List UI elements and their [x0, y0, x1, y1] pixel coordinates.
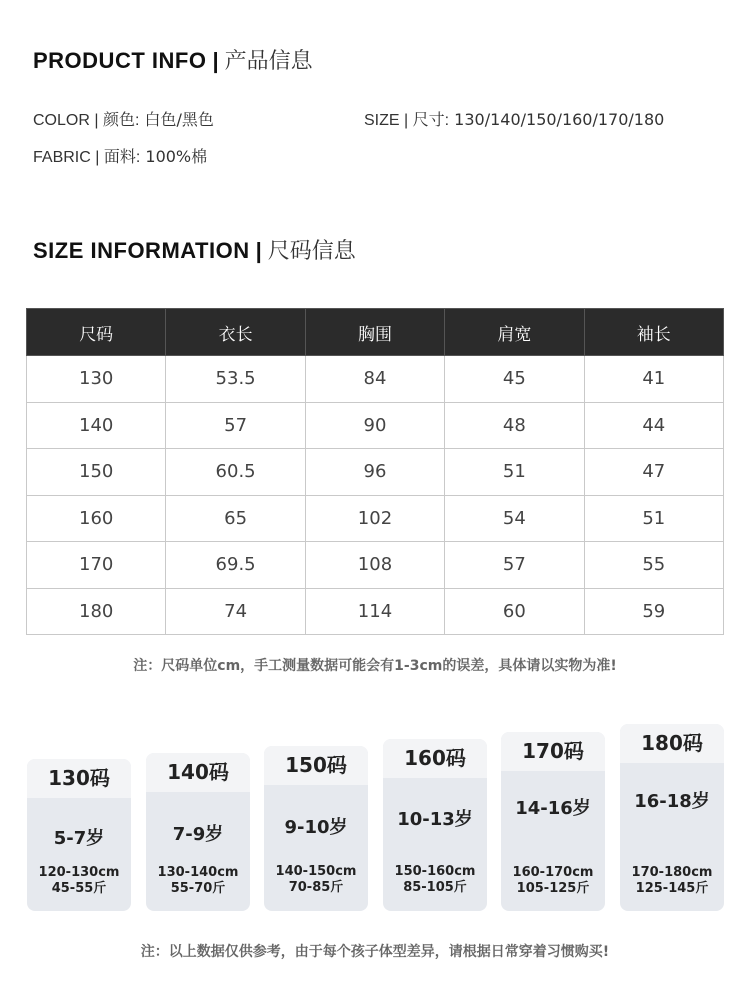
size-card-height: 150-160cm: [394, 864, 476, 879]
table-cell: 160: [27, 495, 166, 542]
table-row: [27, 588, 724, 635]
header-chest: 胸围: [305, 309, 444, 356]
size-card-age: 7-9岁: [172, 824, 224, 845]
table-header-row: [27, 309, 724, 356]
table-cell: 140: [27, 402, 166, 449]
table-cell: 59: [584, 588, 723, 635]
table-row: [27, 495, 724, 542]
product-info-title-en: PRODUCT INFO: [33, 48, 207, 73]
size-value: 130/140/150/160/170/180: [454, 110, 665, 129]
fabric-info: [33, 144, 207, 167]
size-card-label: 150码: [264, 746, 368, 785]
size-card-170: [501, 732, 605, 911]
size-table: [26, 308, 724, 635]
table-row: [27, 356, 724, 403]
color-label: COLOR | 颜色:: [33, 112, 140, 129]
table-cell: 54: [445, 495, 584, 542]
size-information-title-cn: 尺码信息: [267, 239, 356, 264]
size-card-age: 14-16岁: [515, 798, 591, 819]
size-card-weight: 105-125斤: [516, 881, 590, 896]
size-card-140: [146, 753, 250, 911]
product-info-title: [33, 44, 313, 75]
table-cell: 114: [305, 588, 444, 635]
size-card-age: 9-10岁: [284, 817, 348, 838]
title-separator: |: [212, 48, 219, 73]
size-card-label: 180码: [620, 724, 724, 763]
header-length: 衣长: [166, 309, 305, 356]
table-cell: 65: [166, 495, 305, 542]
table-cell: 170: [27, 542, 166, 589]
table-cell: 69.5: [166, 542, 305, 589]
table-cell: 44: [584, 402, 723, 449]
table-cell: 74: [166, 588, 305, 635]
size-card-weight: 70-85斤: [288, 880, 344, 895]
table-cell: 180: [27, 588, 166, 635]
table-cell: 51: [445, 449, 584, 496]
size-card-label: 130码: [27, 759, 131, 798]
table-cell: 150: [27, 449, 166, 496]
size-card-weight: 55-70斤: [170, 881, 226, 896]
size-card-label: 140码: [146, 753, 250, 792]
size-card-weight: 125-145斤: [635, 881, 709, 896]
table-cell: 45: [445, 356, 584, 403]
table-cell: 96: [305, 449, 444, 496]
size-label: SIZE | 尺寸:: [364, 112, 450, 129]
table-cell: 60: [445, 588, 584, 635]
size-card-130: [27, 759, 131, 911]
footer-note: 注：以上数据仅供参考，由于每个孩子体型差异，请根据日常穿着习惯购买!: [140, 944, 610, 960]
size-card-160: [383, 739, 487, 911]
size-card-height: 170-180cm: [631, 865, 713, 880]
table-cell: 48: [445, 402, 584, 449]
size-card-age: 16-18岁: [634, 791, 710, 812]
size-card-label: 170码: [501, 732, 605, 771]
table-cell: 47: [584, 449, 723, 496]
fabric-label: FABRIC | 面料:: [33, 149, 141, 166]
table-cell: 60.5: [166, 449, 305, 496]
table-row: [27, 449, 724, 496]
size-card-height: 120-130cm: [38, 865, 120, 880]
table-cell: 108: [305, 542, 444, 589]
measurement-note: 注：尺码单位cm，手工测量数据可能会有1-3cm的误差，具体请以实物为准!: [133, 658, 617, 674]
size-card-label: 160码: [383, 739, 487, 778]
header-sleeve: 袖长: [584, 309, 723, 356]
header-size: 尺码: [27, 309, 166, 356]
table-cell: 51: [584, 495, 723, 542]
size-card-age: 10-13岁: [397, 809, 473, 830]
color-info: [33, 107, 214, 130]
size-card-weight: 85-105斤: [403, 880, 467, 895]
size-information-title-en: SIZE INFORMATION: [33, 238, 250, 263]
table-cell: 84: [305, 356, 444, 403]
product-info-title-cn: 产品信息: [224, 49, 313, 74]
color-value: 白色/黑色: [144, 110, 214, 129]
size-card-age: 5-7岁: [53, 828, 105, 849]
table-row: [27, 402, 724, 449]
table-cell: 90: [305, 402, 444, 449]
table-row: [27, 542, 724, 589]
size-card-weight: 45-55斤: [51, 881, 107, 896]
table-cell: 102: [305, 495, 444, 542]
fabric-value: 100%棉: [145, 147, 208, 166]
size-card-150: [264, 746, 368, 911]
table-cell: 57: [445, 542, 584, 589]
table-cell: 130: [27, 356, 166, 403]
table-cell: 57: [166, 402, 305, 449]
size-card-180: [620, 724, 724, 911]
title-separator: |: [255, 238, 262, 263]
table-cell: 55: [584, 542, 723, 589]
size-card-height: 130-140cm: [157, 865, 239, 880]
size-information-title: [33, 234, 356, 265]
table-cell: 53.5: [166, 356, 305, 403]
size-card-height: 160-170cm: [512, 865, 594, 880]
table-cell: 41: [584, 356, 723, 403]
size-info: [364, 107, 664, 130]
header-shoulder: 肩宽: [445, 309, 584, 356]
size-card-height: 140-150cm: [275, 864, 357, 879]
